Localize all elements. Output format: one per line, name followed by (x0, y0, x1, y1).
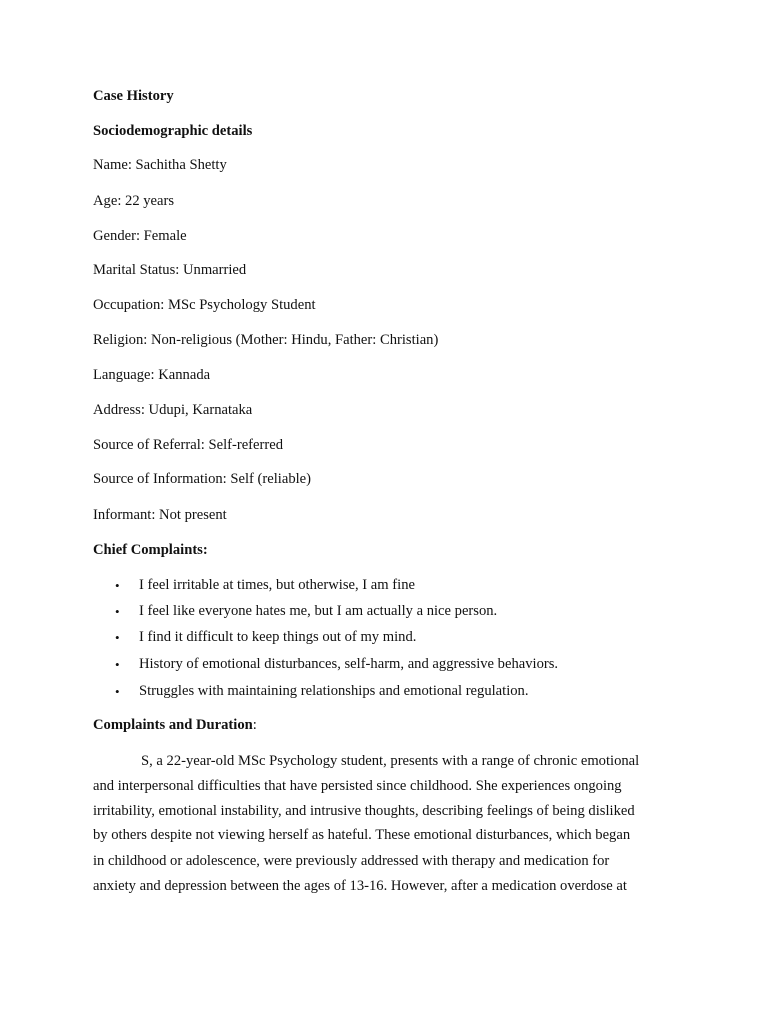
paragraph-line: in childhood or adolescence, were previously addressed with therapy and medication for (93, 853, 610, 869)
field-source-of-information: Source of Information: Self (reliable) (93, 471, 312, 487)
list-item-text: History of emotional disturbances, self-harm, and aggressive behaviors. (139, 656, 559, 672)
paragraph-line: irritability, emotional instability, and intrusive thoughts, describing feelings of being disliked (93, 803, 635, 819)
bullet-icon: • (115, 657, 120, 672)
list-item-text: I find it difficult to keep things out of my mind. (139, 629, 417, 645)
bullet-icon: • (115, 578, 120, 593)
bullet-icon: • (115, 630, 120, 645)
field-marital-status: Marital Status: Unmarried (93, 262, 247, 278)
field-source-of-referral: Source of Referral: Self-referred (93, 437, 284, 453)
complaints-duration-colon: : (252, 717, 257, 733)
paragraph-line: by others despite not viewing herself as hateful. These emotional disturbances, which began (93, 827, 631, 843)
document-title: Case History (93, 88, 174, 104)
bullet-icon: • (115, 684, 120, 699)
field-informant: Informant: Not present (93, 507, 227, 523)
complaints-duration-heading: Complaints and Duration (93, 717, 253, 733)
field-age: Age: 22 years (93, 193, 175, 209)
field-language: Language: Kannada (93, 367, 211, 383)
field-address: Address: Udupi, Karnataka (93, 402, 253, 418)
field-gender: Gender: Female (93, 228, 187, 244)
field-religion: Religion: Non-religious (Mother: Hindu, Father: Christian) (93, 332, 439, 348)
list-item-text: I feel like everyone hates me, but I am actually a nice person. (139, 603, 498, 619)
sociodemographic-heading: Sociodemographic details (93, 123, 253, 139)
paragraph-line: S, a 22-year-old MSc Psychology student, presents with a range of chronic emotional (141, 753, 640, 769)
list-item-text: I feel irritable at times, but otherwise, I am fine (139, 577, 415, 593)
list-item-text: Struggles with maintaining relationships and emotional regulation. (139, 683, 529, 699)
chief-complaints-heading: Chief Complaints: (93, 542, 208, 558)
complaints-duration-heading-line (93, 718, 257, 733)
bullet-icon: • (115, 604, 120, 619)
field-occupation: Occupation: MSc Psychology Student (93, 297, 316, 313)
paragraph-line: anxiety and depression between the ages of 13-16. However, after a medication overdose at (93, 878, 627, 894)
field-name: Name: Sachitha Shetty (93, 157, 227, 173)
paragraph-line: and interpersonal difficulties that have persisted since childhood. She experiences ongoing (93, 778, 622, 794)
